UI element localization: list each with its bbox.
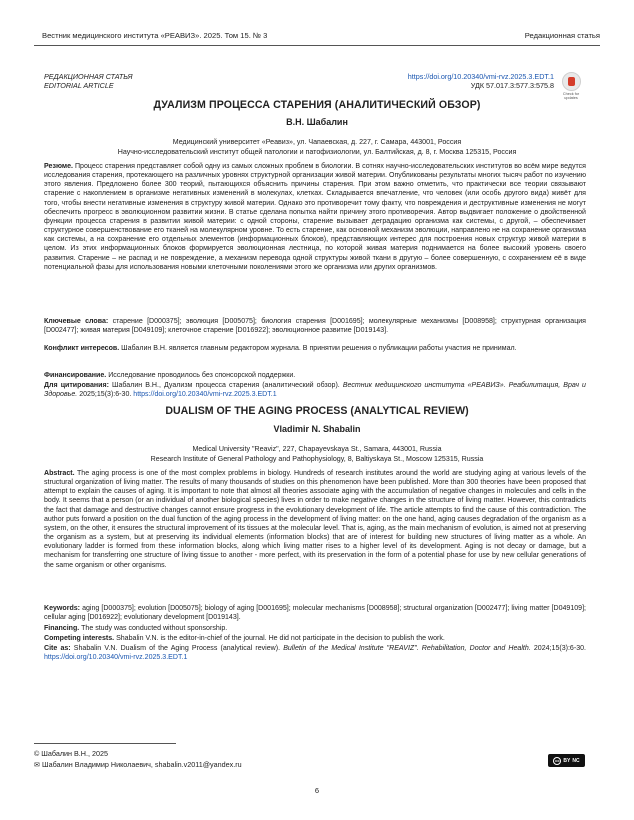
cite-year-ru: 2025;15(3):6-30. — [79, 391, 132, 399]
affiliation-1-en: Medical University "Reaviz", 227, Chapayevskaya St., Samara, 443001, Russia — [192, 445, 442, 453]
funding-label-ru: Финансирование. — [44, 372, 107, 379]
funding-en — [44, 624, 586, 633]
abstract-ru — [44, 162, 586, 272]
keywords-ru — [44, 317, 586, 335]
conflict-label-ru: Конфликт интересов. — [44, 345, 120, 352]
keywords-en — [44, 604, 586, 622]
affiliation-2-en: Research Institute of General Pathology and Pathophysiology, 8, Baltiyskaya St., Moscow 125315, Russia — [150, 455, 484, 463]
abstract-label-ru: Резюме. — [44, 163, 73, 170]
author-contact[interactable]: ✉ Шабалин Владимир Николаевич, shabalin.v2011@yandex.ru — [34, 759, 242, 769]
running-header — [42, 28, 600, 42]
citation-ru — [44, 381, 586, 399]
cite-journal-en: Bulletin of the Medical Institute "REAVIZ". Rehabilitation, Doctor and Health. — [283, 645, 531, 652]
cite-doi-ru[interactable]: https://doi.org/10.20340/vmi-rvz.2025.3.EDT.1 — [133, 391, 277, 399]
citation-en — [44, 644, 586, 662]
cite-year-en: 2024;15(3):6-30. — [533, 645, 586, 652]
funding-ru — [44, 371, 586, 380]
cite-label-en: Cite as: — [44, 645, 71, 652]
cc-license-badge[interactable] — [548, 754, 585, 767]
author-en: Vladimir N. Shabalin — [273, 424, 361, 434]
abstract-en — [44, 469, 586, 570]
keywords-label-en: Keywords: — [44, 605, 81, 612]
article-type-ru: РЕДАКЦИОННАЯ СТАТЬЯ — [44, 72, 133, 81]
identifiers — [408, 72, 554, 90]
affiliation-1-ru: Медицинский университет «Реавиз», ул. Чапаевская, д. 227, г. Самара, 443001, Россия — [172, 138, 462, 146]
section-header: Редакционная статья — [524, 30, 600, 40]
conflict-text-ru: Шабалин В.Н. является главным редактором журнала. В принятии решения о публикации работы участия не принимал. — [121, 345, 517, 352]
keywords-text-en: aging [D000375]; evolution [D005075]; biology of aging [D001695]; molecular mechanisms [D008958]; structural organization [D002477]; living matter [D049109]; cellular aging [D016922]; evolutionary development [D019143]. — [44, 605, 586, 622]
udk-code: УДК 57.017.3:577.3:575.8 — [470, 81, 554, 90]
cite-doi-en[interactable]: https://doi.org/10.20340/vmi-rvz.2025.3.EDT.1 — [44, 654, 188, 662]
footer-rule — [34, 743, 176, 744]
check-for-updates-badge[interactable] — [558, 72, 584, 102]
header-rule — [34, 45, 600, 46]
funding-text-en: The study was conducted without sponsorship. — [81, 625, 228, 632]
abstract-text-en: The aging process is one of the most complex problems in biology. Hundreds of research institutes around the world are studying aging at various levels of the structural organization of living matter. The results of many thousands of studies on this phenomenon have been published. More than 300 theories have been proposed that attempt to explain the causes of aging. It is important to note that almost all theories associate aging with the accumulation of negative changes in molecules and cells in the body. It seems that a person (or an individual of another biological species) lives in order to make negative changes in the structure of living matter. However, this contradicts the fact that damage and destructive changes cannot ensure progress in the evolutionary development of life. The article attempts to find the cause of this contradiction. The author puts forward a position on the dual function of the aging process in the development of living matter: on the one hand, aging causes degradation of the organism as a system, on the other, it ensures the structural improvement of its tissues at the molecular level. That is, aging, as the main mechanism of evolution, is aimed not at preserving the organism as a system, but at preserving its individual elements (information blocks) that are of interest for building new structures of living matter as a whole. An evolutionary ladder is formed from these information blocks, along which living matter rises to a higher level of its development. Aging is not decay or damage, but a mechanism for transferring one structure of living tissue to another - more perfect, with its preservation in the form of a potential phase for use by new cellular generations of the same organism or other organisms. — [44, 470, 586, 569]
footer — [34, 749, 242, 770]
title-ru: ДУАЛИЗМ ПРОЦЕССА СТАРЕНИЯ (АНАЛИТИЧЕСКИЙ ОБЗОР) — [153, 99, 481, 111]
abstract-label-en: Abstract. — [44, 470, 75, 477]
author-ru: В.Н. Шабалин — [286, 117, 348, 127]
article-type — [44, 72, 133, 90]
title-en: DUALISM OF THE AGING PROCESS (ANALYTICAL REVIEW) — [165, 405, 469, 417]
conflict-label-en: Competing interests. — [44, 635, 115, 642]
keywords-text-ru: старение [D000375]; эволюция [D005075]; биология старения [D001695]; молекулярные механизмы [D008958]; структурная организация [D002477]; живая материя [D049109]; клеточное старение [D016922]; эволюционное развитие [D019143]. — [44, 318, 586, 335]
conflict-ru — [44, 344, 586, 353]
badge-text: Check for updates — [562, 92, 580, 101]
abstract-text-ru: Процесс старения представляет собой одну из самых сложных проблем в биологии. В сотнях научно-исследовательских институтов во всём мире ведутся исследования старения, протекающего на различных уровнях структурной организации живой материи. Опубликованы результаты многих тысяч работ по изучению этого явления. Предложено более 300 теорий, пытающихся объяснить причины старения. При этом важно отметить, что практически все теории связывают старение с накоплением в организме негативных изменений в молекулах, клетках. Складывается впечатление, что человек (или особь другого вида) живёт для того, чтобы внести негативные изменения в структуру живой материи. Однако это противоречит тому факту, что повреждения и деструктивные изменения не могут обеспечить прогресс в эволюционном развитии жизни. В статье сделана попытка найти причину этого противоречия. Автор выдвигает положение о двойственной функции процесса старения в развитии живой материи: с одной стороны, старение вызывает деградацию организма как системы, с другой, – обеспечивает структурное совершенствование его тканей на молекулярном уровне. То есть старение, как основной механизм эволюции, направлено не на сохранение организма как системы, а на сохранение его отдельных элементов (информационных блоков), представляющих интерес для построения новых структур живой материи в целом. Из этих информационных блоков формируется эволюционная лестница, по которой живая материя поднимается на более высокий уровень своего развития. Старение – не распад и не повреждение, а механизм перевода одной структуры живой ткани в другую – более совершенную, с сохранением её в виде потенциальной фазы для использования новыми клеточными поколениями этого же организма или других организмов. — [44, 163, 586, 271]
affiliations-en — [40, 444, 594, 464]
conflict-text-en: Shabalin V.N. is the editor-in-chief of the journal. He did not participate in the decision to publish the work. — [116, 635, 445, 642]
copyright: © Шабалин В.Н., 2025 — [34, 749, 108, 758]
affiliation-2-ru: Научно-исследовательский институт общей патологии и патофизиологии, ул. Балтийская, д. 8, г. Москва 125315, Россия — [117, 148, 517, 156]
bookmark-icon — [562, 72, 581, 91]
funding-label-en: Financing. — [44, 625, 80, 632]
article-type-en: EDITORIAL ARTICLE — [44, 81, 114, 90]
keywords-label-ru: Ключевые слова: — [44, 318, 109, 325]
doi-link[interactable]: https://doi.org/10.20340/vmi-rvz.2025.3.EDT.1 — [407, 72, 554, 81]
journal-header: Вестник медицинского института «РЕАВИЗ». 2025. Том 15. № 3 — [42, 30, 268, 40]
cite-text-ru: Шабалин В.Н., Дуализм процесса старения (аналитический обзор). — [112, 382, 340, 389]
funding-text-ru: Исследование проводилось без спонсорской поддержки. — [108, 372, 296, 379]
cite-text-en: Shabalin V.N. Dualism of the Aging Process (analytical review). — [73, 645, 281, 652]
conflict-en — [44, 634, 586, 643]
page-number: 6 — [314, 786, 320, 795]
cite-journal-ru: Вестник медицинского института «РЕАВИЗ». Реабилитация, Врач и Здоровье. — [44, 382, 586, 399]
license-by: BY — [563, 757, 571, 764]
cc-icon: cc — [555, 758, 560, 763]
affiliations-ru — [40, 137, 594, 157]
license-nc: NC — [572, 757, 580, 764]
cite-label-ru: Для цитирования: — [44, 382, 109, 389]
